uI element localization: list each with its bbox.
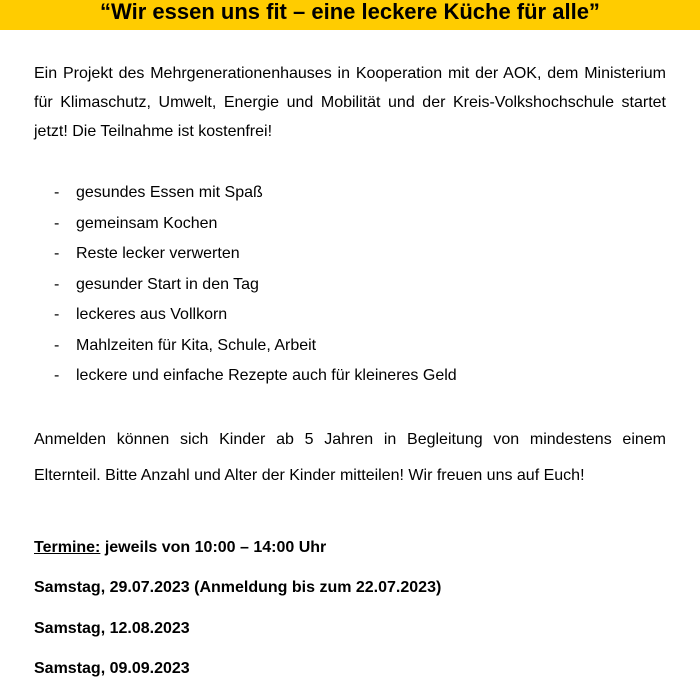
- list-item-text: gesundes Essen mit Spaß: [76, 184, 263, 201]
- list-item: [54, 331, 457, 362]
- title-banner: [0, 0, 700, 30]
- list-bullet: -: [54, 184, 60, 201]
- page-title: “Wir essen uns fit – eine leckere Küche für alle”: [100, 0, 600, 24]
- termine-time: jeweils von 10:00 – 14:00 Uhr: [100, 539, 327, 556]
- topics-list: [54, 178, 457, 392]
- signup-paragraph: Anmelden können sich Kinder ab 5 Jahren in Begleitung von mindestens einem Elternteil. Bitte Anzahl und Alter der Kinder mitteilen! Wir freuen uns auf Euch!: [34, 431, 666, 484]
- list-item: [54, 300, 457, 331]
- list-bullet: -: [54, 336, 60, 354]
- list-item-text: gemeinsam Kochen: [76, 214, 218, 232]
- list-item: [54, 178, 457, 209]
- list-item: [54, 361, 457, 392]
- list-item: [54, 270, 457, 301]
- list-bullet: -: [54, 214, 60, 232]
- date-line: Samstag, 29.07.2023 (Anmeldung bis zum 22.07.2023): [34, 579, 442, 596]
- date-line: Samstag, 12.08.2023: [34, 620, 190, 637]
- list-bullet: -: [54, 245, 60, 262]
- list-item: [54, 239, 457, 270]
- date-line: Samstag, 09.09.2023: [34, 660, 190, 677]
- list-item-text: Mahlzeiten für Kita, Schule, Arbeit: [76, 336, 317, 354]
- termine-label: Termine:: [34, 539, 101, 556]
- list-bullet: -: [54, 275, 60, 293]
- list-bullet: -: [54, 367, 60, 384]
- intro-paragraph: Ein Projekt des Mehrgenerationenhauses in Kooperation mit der AOK, dem Ministerium für Klimaschutz, Umwelt, Energie und Mobilität und der Kreis-Volkshochschule startet jetzt! Die Teilnahme ist kostenfrei!: [34, 65, 666, 140]
- list-item-text: gesunder Start in den Tag: [76, 275, 259, 293]
- list-item: [54, 209, 457, 240]
- list-item-text: Reste lecker verwerten: [76, 245, 240, 262]
- list-item-text: leckeres aus Vollkorn: [76, 306, 228, 323]
- list-bullet: -: [54, 306, 60, 323]
- list-item-text: leckere und einfache Rezepte auch für kleineres Geld: [76, 367, 457, 384]
- termine-heading: [34, 536, 326, 560]
